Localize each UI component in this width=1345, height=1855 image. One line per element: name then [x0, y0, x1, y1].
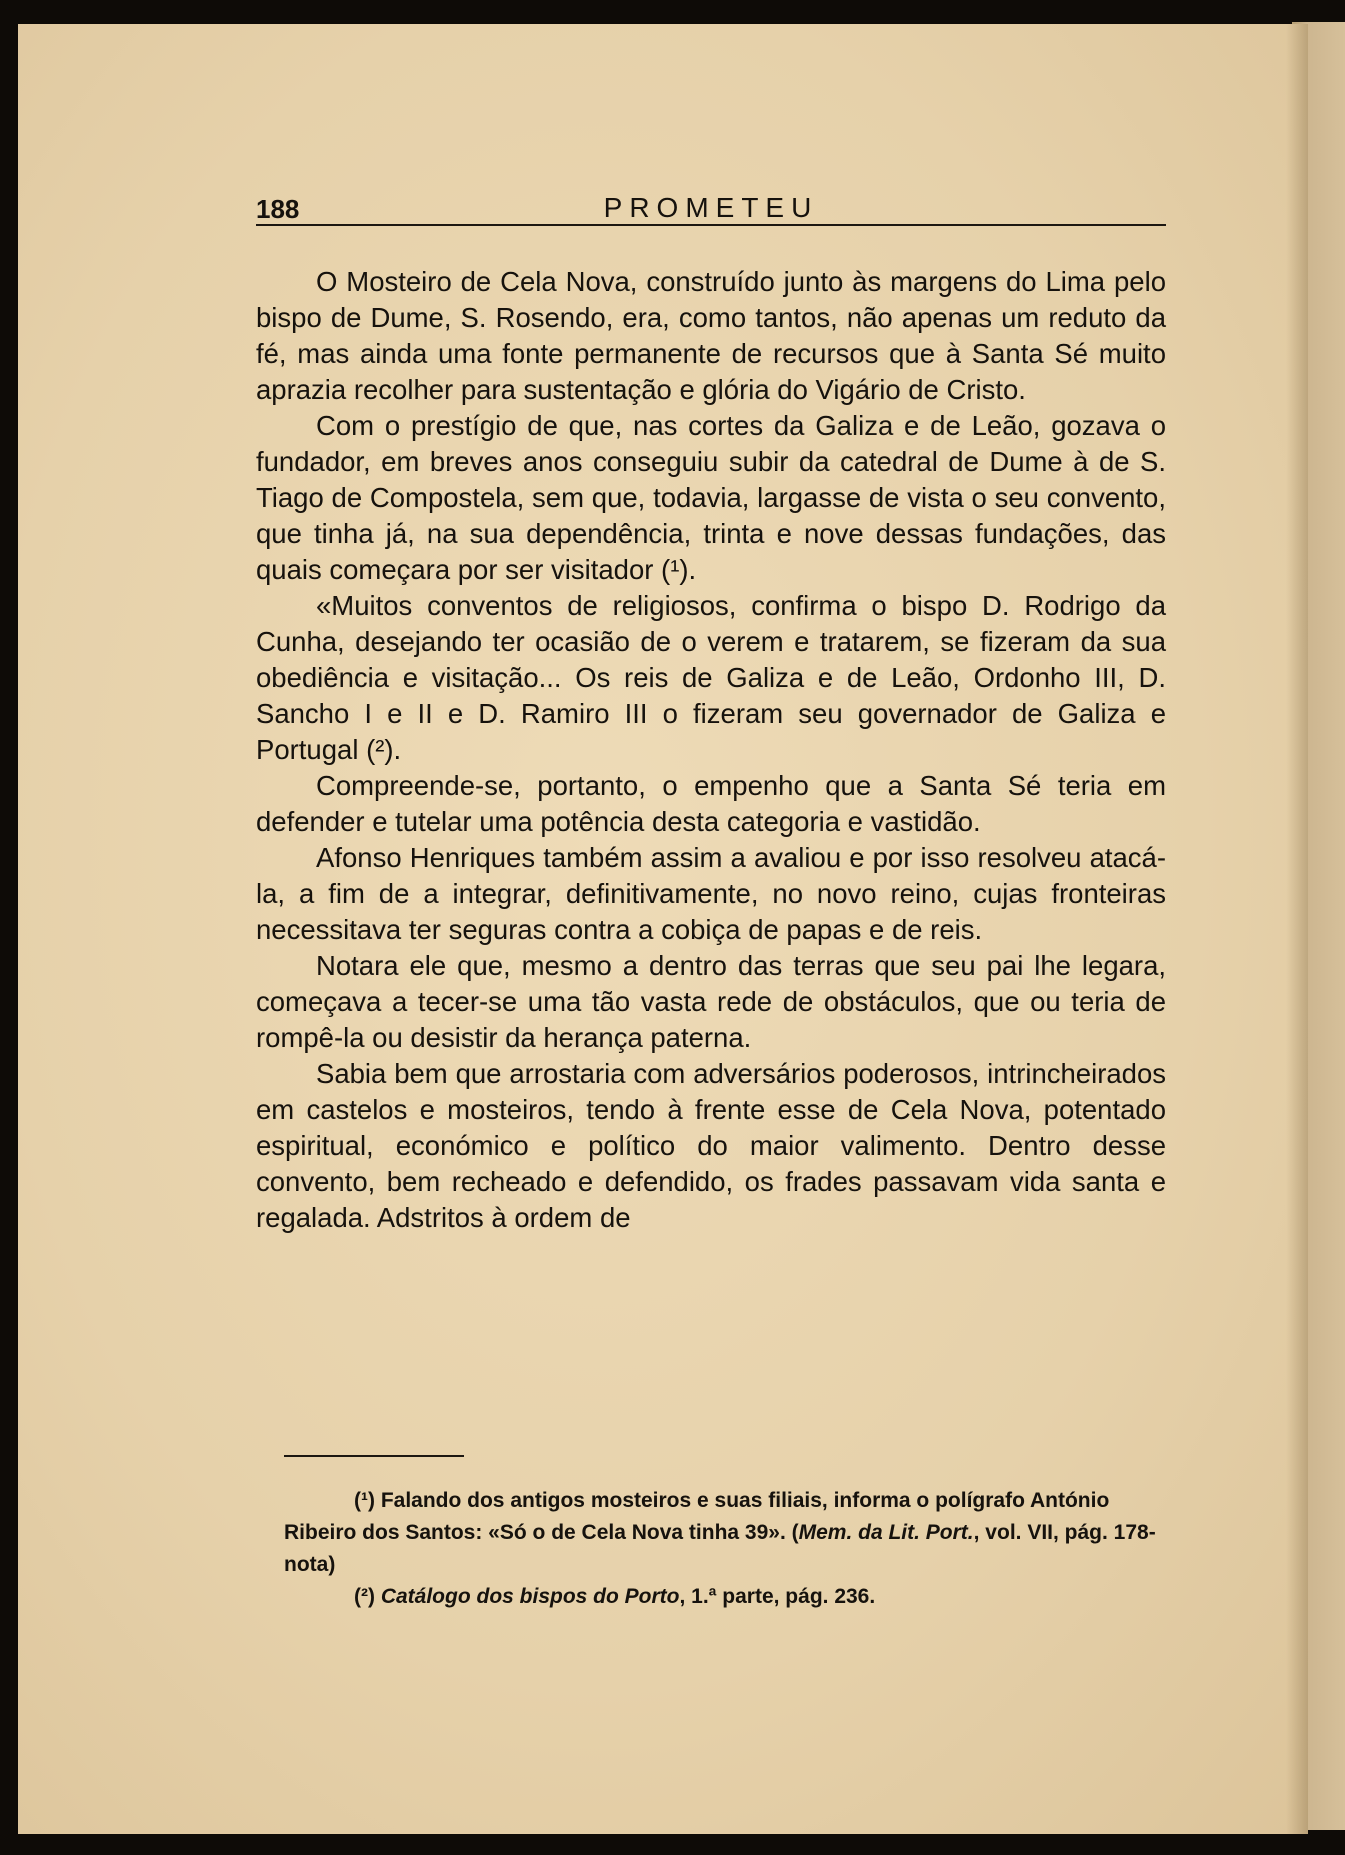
paragraph: Afonso Henriques também assim a avaliou e por isso resolveu atacá-la, a fim de a integrar, definitivamente, no novo reino, cujas fronteiras necessitava ter seguras contra a cobiça de papas e de reis.	[256, 842, 1166, 945]
footnotes	[284, 1485, 1179, 1613]
paragraph: O Mosteiro de Cela Nova, construído junto às margens do Lima pelo bispo de Dume, S. Rosendo, era, como tantos, não apenas um reduto da fé, mas ainda uma fonte permanente de recursos que à Santa Sé muito aprazia recolher para sustentação e glória do Vigário de Cristo.	[256, 266, 1166, 405]
paragraph: «Muitos conventos de religiosos, confirma o bispo D. Rodrigo da Cunha, desejando ter ocasião de o verem e tratarem, se fizeram da sua obediência e visitação... Os reis de Galiza e de Leão, Ordonho III, D. Sancho I e II e D. Ramiro III o fizeram seu governador de Galiza e Portugal (²).	[256, 590, 1166, 765]
footnote-1-text: (¹) Falando dos antigos mosteiros e suas filiais, informa o polígrafo António Ribeiro dos Santos: «Só o de Cela Nova tinha 39». (	[284, 1489, 1110, 1544]
page-number: 188	[256, 194, 300, 224]
body-text	[256, 264, 1166, 1236]
paragraph: Com o prestígio de que, nas cortes da Galiza e de Leão, gozava o fundador, em breves anos conseguiu subir da catedral de Dume à de S. Tiago de Compostela, sem que, todavia, largasse de vista o seu convento, que tinha já, na sua dependência, trinta e nove dessas fundações, das quais começara por ser visitador (¹).	[256, 410, 1166, 585]
footnote-2-citation: Catálogo dos bispos do Porto	[380, 1585, 680, 1608]
footnote-2	[284, 1581, 1179, 1613]
paragraph: Compreende-se, portanto, o empenho que a Santa Sé teria em defender e tutelar uma potência desta categoria e vastidão.	[256, 770, 1166, 837]
footnote-1	[284, 1485, 1179, 1581]
footnote-rule	[284, 1455, 464, 1457]
footnote-1-tail: , vol. VII, pág. 178-nota)	[284, 1521, 1156, 1576]
footnote-2-mark: (²)	[354, 1585, 381, 1608]
footnote-1-citation: Mem. da Lit. Port.	[798, 1521, 974, 1544]
paragraph: Notara ele que, mesmo a dentro das terras que seu pai lhe legara, começava a tecer-se uma tão vasta rede de obstáculos, que ou teria de rompê-la ou desistir da herança paterna.	[256, 950, 1166, 1053]
paragraph: Sabia bem que arrostaria com adversários poderosos, intrincheirados em castelos e mosteiros, tendo à frente esse de Cela Nova, potentado espiritual, económico e político do maior valimento. Dentro desse convento, bem recheado e defendido, os frades passavam vida santa e regalada. Adstritos à ordem de	[256, 1058, 1166, 1233]
running-head	[256, 192, 1166, 226]
running-title: PROMETEU	[603, 192, 819, 223]
footnote-2-tail: , 1.ª parte, pág. 236.	[679, 1585, 876, 1608]
book-page	[18, 24, 1308, 1834]
